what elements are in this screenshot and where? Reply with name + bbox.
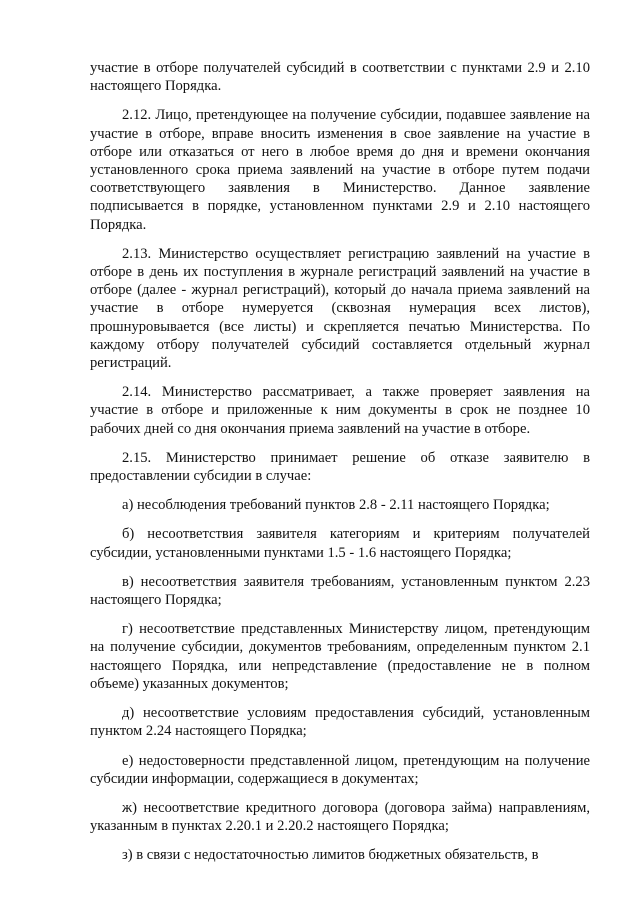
list-item-z: з) в связи с недостаточностью лимитов бюджетных обязательств, в — [122, 847, 539, 864]
paragraph-2-12: 2.12. Лицо, претендующее на получение субсидии, подавшее заявление на участие в отборе, вправе вносить изменения в свое заявление на участие в отборе или отказаться от него в любое время до дня и времени окончания установленного срока приема заявлений на участие в отборе путем подачи соответствующего заявления в Министерство. Данное заявление подписывается в порядке, установленном пунктами 2.9 и 2.10 настоящего Порядка. — [90, 107, 590, 233]
paragraph-continuation: участие в отборе получателей субсидий в соответствии с пунктами 2.9 и 2.10 настоящего Порядка. — [90, 60, 590, 95]
paragraph-2-14: 2.14. Министерство рассматривает, а также проверяет заявления на участие в отборе и приложенные к ним документы в срок не позднее 10 рабочих дней со дня окончания приема заявлений на участие в отборе. — [90, 384, 590, 437]
list-item-a: а) несоблюдения требований пунктов 2.8 - 2.11 настоящего Порядка; — [122, 497, 550, 514]
list-item-e: е) недостоверности представленной лицом, претендующим на получение субсидии информации, содержащиеся в документах; — [90, 752, 590, 787]
list-item-zh: ж) несоответствие кредитного договора (договора займа) направлениям, указанным в пунктах 2.20.1 и 2.20.2 настоящего Порядка; — [90, 799, 590, 835]
list-item-g: г) несоответствие представленных Министерству лицом, претендующим на получение субсидии, документов требованиям, определенным пунктом 2.1 настоящего Порядка, или непредставление (предоставление не в полном объеме) указанных документов; — [90, 621, 590, 692]
list-item-b: б) несоответствия заявителя категориям и критериям получателей субсидии, установленными пунктами 1.5 - 1.6 настоящего Порядка; — [90, 526, 590, 561]
paragraph-2-13: 2.13. Министерство осуществляет регистрацию заявлений на участие в отборе в день их поступления в журнале регистраций заявлений на участие в отборе (далее - журнал регистраций), который до начала приема заявлений на участие в отборе нумеруется (сквозная нумерация всех листов), прошнуровывается (все листы) и скрепляется печатью Министерства. По каждому отбору получателей субсидий составляется отдельный журнал регистраций. — [90, 245, 590, 372]
document-body — [90, 59, 590, 876]
paragraph-2-15: 2.15. Министерство принимает решение об отказе заявителю в предоставлении субсидии в случае: — [90, 449, 590, 485]
list-item-v: в) несоответствия заявителя требованиям, установленным пунктом 2.23 настоящего Порядка; — [90, 573, 590, 609]
list-item-d: д) несоответствие условиям предоставления субсидий, установленным пунктом 2.24 настоящего Порядка; — [90, 705, 590, 740]
